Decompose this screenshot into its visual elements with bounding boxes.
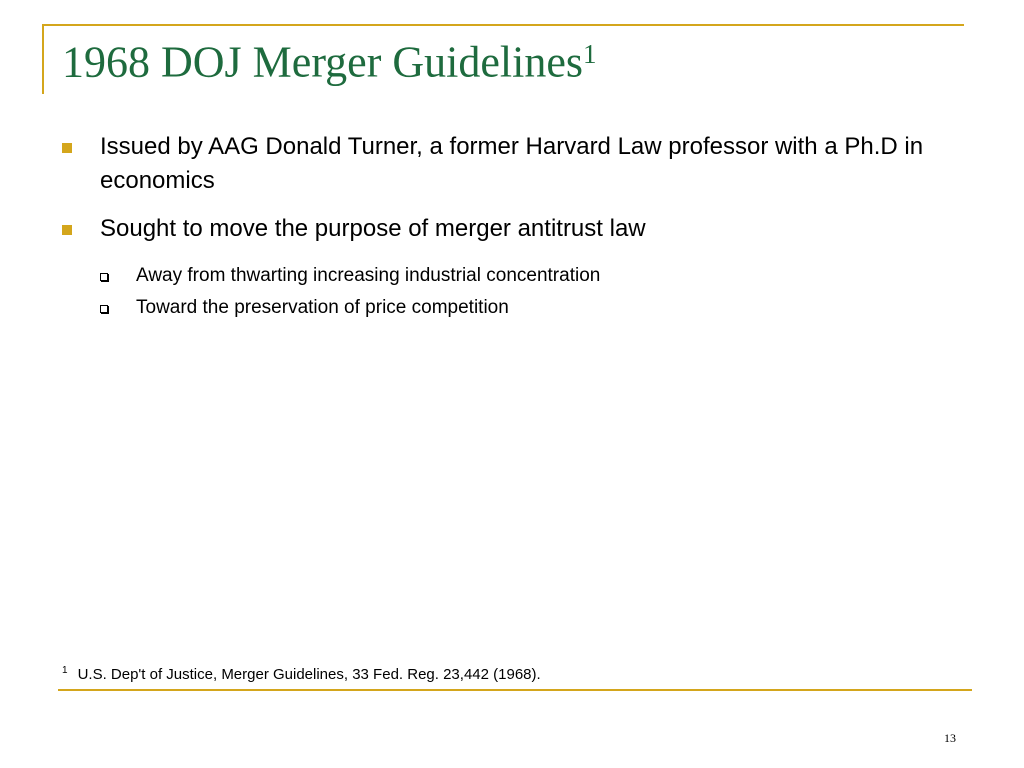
sub-bullet-item bbox=[62, 260, 962, 292]
bullet-text: Sought to move the purpose of merger antitrust law bbox=[100, 215, 646, 242]
top-border-line bbox=[42, 24, 964, 26]
page-number: 13 bbox=[944, 731, 956, 745]
left-border-line bbox=[42, 24, 44, 94]
bullet-item bbox=[62, 212, 962, 246]
footer-divider-line bbox=[58, 689, 972, 691]
footnote-marker: 1 bbox=[62, 665, 68, 676]
sub-bullet-list bbox=[62, 260, 962, 324]
sub-bullet-text: Toward the preservation of price competition bbox=[136, 297, 509, 318]
bullet-item bbox=[62, 130, 962, 198]
hollow-square-bullet-icon bbox=[100, 305, 108, 313]
title-footnote-marker: 1 bbox=[583, 39, 597, 69]
square-bullet-icon bbox=[62, 143, 72, 153]
footnote bbox=[62, 666, 541, 683]
slide-title bbox=[62, 38, 597, 87]
slide-title-text: 1968 DOJ Merger Guidelines bbox=[62, 37, 583, 87]
slide-content bbox=[62, 130, 962, 324]
footnote-text: U.S. Dep't of Justice, Merger Guidelines, 33 Fed. Reg. 23,442 (1968). bbox=[77, 666, 541, 683]
sub-bullet-text: Away from thwarting increasing industrial concentration bbox=[136, 265, 601, 286]
sub-bullet-item bbox=[62, 292, 962, 324]
square-bullet-icon bbox=[62, 225, 72, 235]
bullet-text: Issued by AAG Donald Turner, a former Harvard Law professor with a Ph.D in economics bbox=[100, 133, 924, 194]
hollow-square-bullet-icon bbox=[100, 273, 108, 281]
